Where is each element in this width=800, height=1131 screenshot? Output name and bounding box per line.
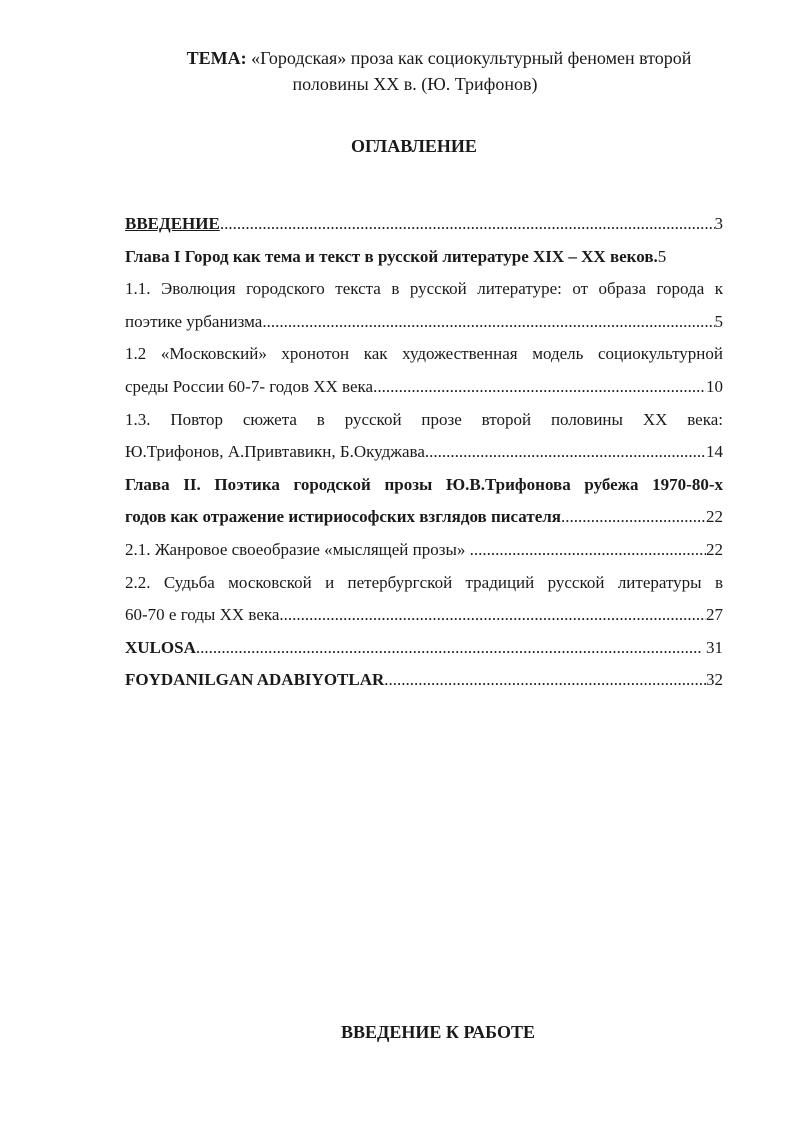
toc-entry-label: XULOSA xyxy=(125,637,196,657)
toc-leader-dots xyxy=(262,310,714,334)
toc-heading: ОГЛАВЛЕНИЕ xyxy=(351,136,477,156)
topic-line-2: половины XX в. (Ю. Трифонов) xyxy=(292,74,538,94)
toc-page-number: 32 xyxy=(706,670,723,690)
toc-entry-label: годов как отражение истириософских взглядов писателя xyxy=(125,507,561,527)
toc-entry-label: Глава I Город как тема и текст в русской литературе XIX – XX веков. xyxy=(125,246,658,266)
toc-entry-label: 2.1. Жанровое своеобразие «мыслящей прозы» . xyxy=(125,539,474,559)
toc-entry-1-1-line-1[interactable]: 1.1. Эволюция городского текста в русской литературе: от образа города к xyxy=(125,279,723,299)
toc-entry-label: Ю.Трифонов, А.Привтавикн, Б.Окуджава xyxy=(125,442,425,462)
section-heading: ВВЕДЕНИЕ К РАБОТЕ xyxy=(341,1022,535,1042)
toc-leader-dots xyxy=(373,375,706,399)
toc-leader-dots xyxy=(220,212,715,236)
toc-entry-2-2-line-2[interactable] xyxy=(125,603,723,636)
toc-entry-label: ВВЕДЕНИЕ xyxy=(125,214,220,233)
toc-page-number: 22 xyxy=(706,539,723,559)
toc-entry-1-2-line-1[interactable]: 1.2 «Московский» хронотон как художественная модель социокультурной xyxy=(125,344,723,364)
toc-entry-1-2-line-2[interactable] xyxy=(125,375,723,408)
toc-page-number: 22 xyxy=(706,507,723,527)
toc-leader-dots xyxy=(474,538,706,562)
toc-leader-dots xyxy=(425,440,706,464)
table-of-contents xyxy=(125,212,723,701)
toc-leader-dots xyxy=(279,603,706,627)
toc-entry-foydalanilgan[interactable] xyxy=(125,668,723,701)
topic-block xyxy=(0,45,800,97)
topic-text-1: «Городская» проза как социокультурный феномен второй xyxy=(251,48,692,68)
toc-page-number: 14 xyxy=(706,442,723,462)
toc-leader-dots xyxy=(384,668,706,692)
toc-page-number: 31 xyxy=(701,637,723,657)
toc-entry-chapter-2-line-1[interactable]: Глава II. Поэтика городской прозы Ю.В.Трифонова рубежа 1970-80-х xyxy=(125,474,723,494)
topic-label: ТЕМА: xyxy=(186,48,247,68)
toc-entry-xulosa[interactable] xyxy=(125,636,723,669)
toc-page-number: 3 xyxy=(714,214,723,233)
toc-leader-dots xyxy=(196,636,702,660)
toc-entry-1-1-line-2[interactable] xyxy=(125,310,723,343)
toc-entry-label: поэтике урбанизма xyxy=(125,311,263,331)
toc-entry-2-1[interactable] xyxy=(125,538,723,571)
toc-entry-chapter-1[interactable] xyxy=(125,245,723,278)
toc-page-number: 5 xyxy=(657,246,667,266)
toc-entry-1-3-line-1[interactable]: 1.3. Повтор сюжета в русской прозе второй половины XX века: xyxy=(125,409,723,429)
toc-entry-chapter-2-line-2[interactable] xyxy=(125,505,723,538)
toc-entry-label: среды России 60-7- годов XX века xyxy=(125,376,374,396)
toc-leader-dots xyxy=(561,505,706,529)
toc-entry-label: 60-70 е годы XX века xyxy=(125,605,280,625)
topic-line-1 xyxy=(0,45,800,71)
toc-page-number: 5 xyxy=(714,311,723,331)
toc-entry-label: FOYDANILGAN ADABIYOTLAR xyxy=(125,670,385,690)
toc-page-number: 27 xyxy=(706,605,723,625)
toc-entry-intro[interactable] xyxy=(125,212,723,245)
toc-entry-2-2-line-1[interactable]: 2.2. Судьба московской и петербургской традиций русской литературы в xyxy=(125,572,723,592)
toc-entry-1-3-line-2[interactable] xyxy=(125,440,723,473)
toc-page-number: 10 xyxy=(706,376,723,396)
